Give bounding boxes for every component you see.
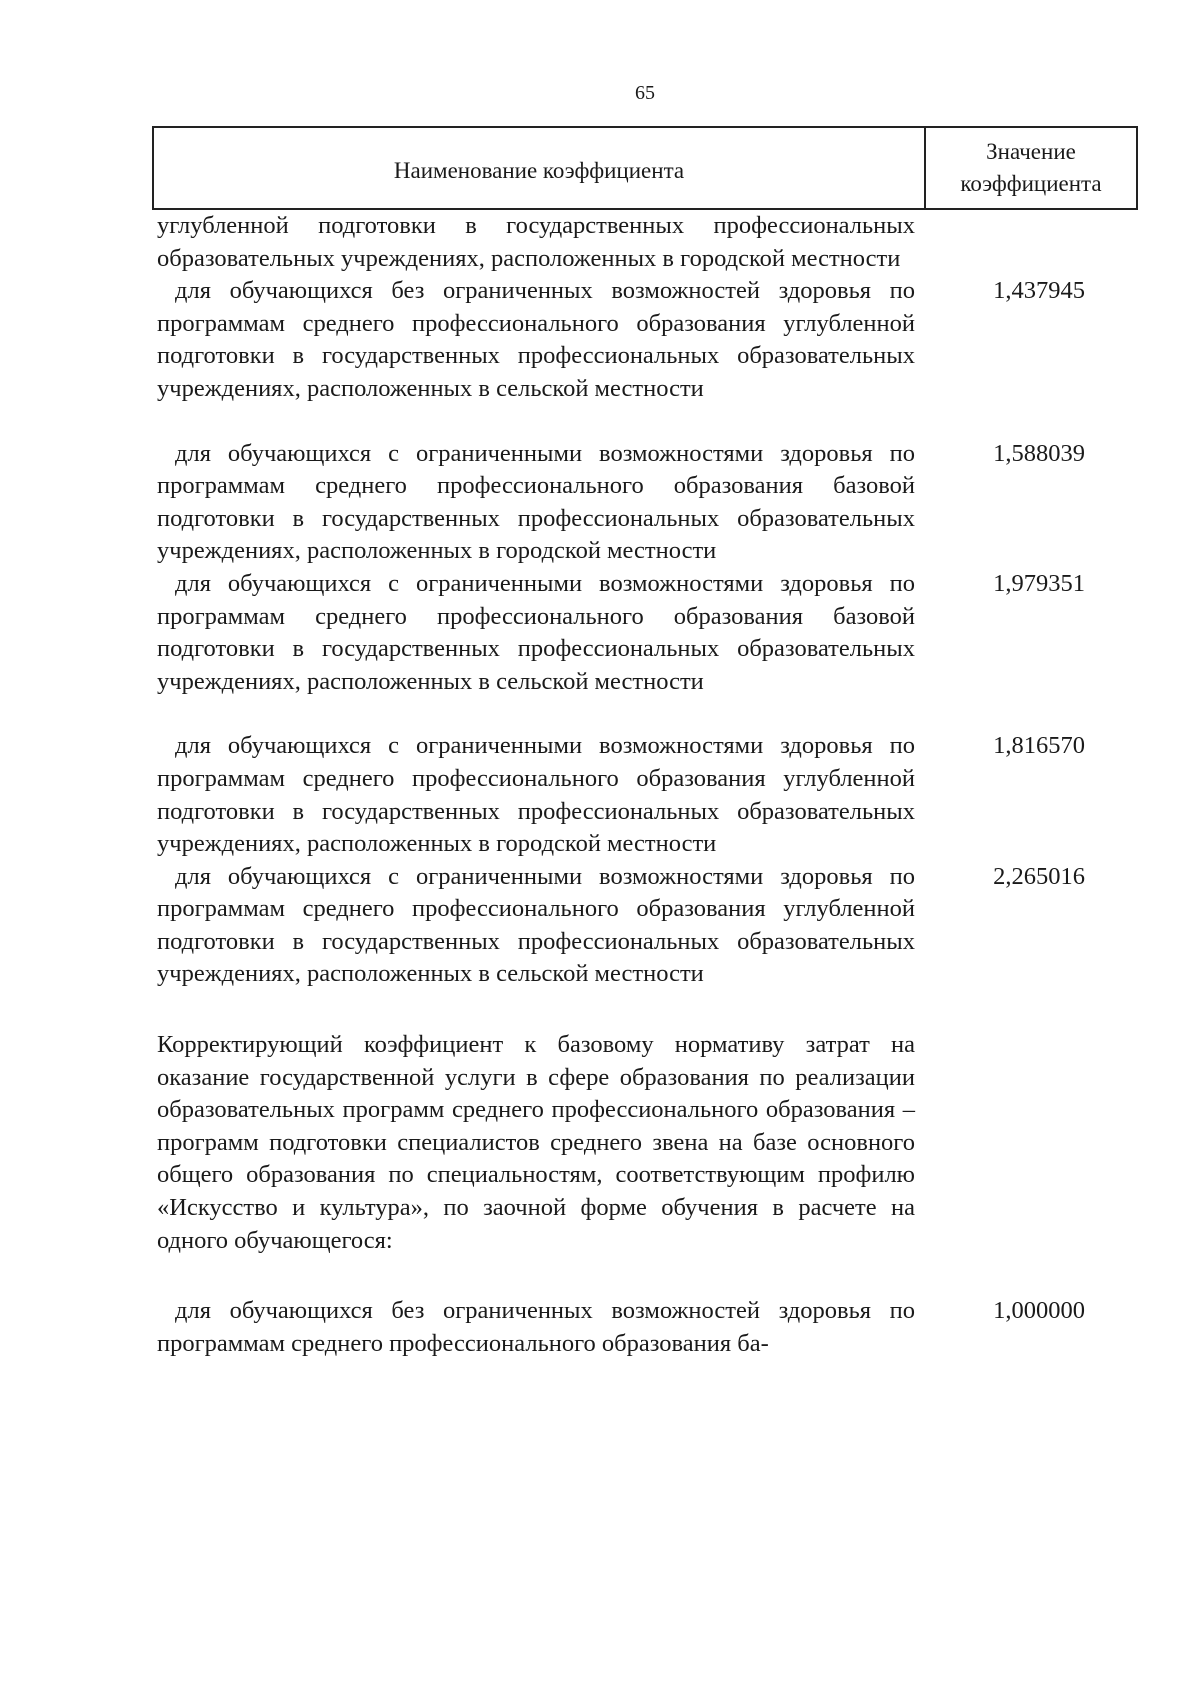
section-heading-row (157, 1029, 1137, 1257)
table-row (157, 275, 1137, 405)
table-row (157, 210, 1137, 275)
spacer (157, 406, 1137, 438)
row-value: 1,979351 (993, 569, 1085, 597)
row-value: 1,000000 (993, 1297, 1085, 1325)
header-name-column: Наименование коэффициента (154, 128, 926, 208)
row-text: для обучающихся с ограниченными возможностями здоровья по программам среднего профессионального образования базовой подготовки в государственных профессиональных образовательных учреждениях, расположенных в городской местности (157, 439, 915, 565)
table-row (157, 1295, 1137, 1360)
header-value-line1: Значение (986, 139, 1076, 164)
spacer (157, 698, 1137, 730)
section-heading: Корректирующий коэффициент к базовому нормативу затрат на оказание государственной услуги в сфере образования по реализации образовательных программ среднего профессионального образования – программ подготовки специалистов среднего звена на базе основного общего образования по специальностям, соответствующим профилю «Искусство и культура», по заочной форме обучения в расчете на одного обучающегося: (157, 1031, 915, 1254)
row-value: 2,265016 (993, 862, 1085, 890)
page-number: 65 (635, 82, 655, 104)
header-value-column (926, 128, 1136, 208)
row-text: для обучающихся без ограниченных возможностей здоровья по программам среднего профессионального образования углубленной подготовки в государственных профессиональных образовательных учреждениях, расположенных в сельской местности (157, 277, 915, 402)
header-value-line2: коэффициента (960, 171, 1102, 196)
table-row (157, 730, 1137, 860)
row-value: 1,588039 (993, 439, 1085, 467)
table-row (157, 861, 1137, 991)
row-text: для обучающихся с ограниченными возможностями здоровья по программам среднего профессионального образования углубленной подготовки в государственных профессиональных образовательных учреждениях, расположенных в городской местности (157, 732, 915, 858)
table-row (157, 438, 1137, 568)
spacer (157, 991, 1137, 1029)
row-value: 1,816570 (993, 732, 1085, 760)
spacer (157, 1257, 1137, 1295)
row-text: для обучающихся с ограниченными возможностями здоровья по программам среднего профессионального образования базовой подготовки в государственных профессиональных образовательных учреждениях, расположенных в сельской местности (157, 569, 915, 695)
row-text: углубленной подготовки в государственных профессиональных образовательных учреждениях, расположенных в городской местности (157, 212, 915, 272)
row-text: для обучающихся без ограниченных возможностей здоровья по программам среднего профессионального образования ба- (157, 1297, 915, 1357)
table-body (157, 210, 1137, 1360)
table-header (152, 126, 1138, 210)
row-text: для обучающихся с ограниченными возможностями здоровья по программам среднего профессионального образования углубленной подготовки в государственных профессиональных образовательных учреждениях, расположенных в сельской местности (157, 862, 915, 988)
row-value: 1,437945 (993, 277, 1085, 305)
table-row (157, 568, 1137, 698)
